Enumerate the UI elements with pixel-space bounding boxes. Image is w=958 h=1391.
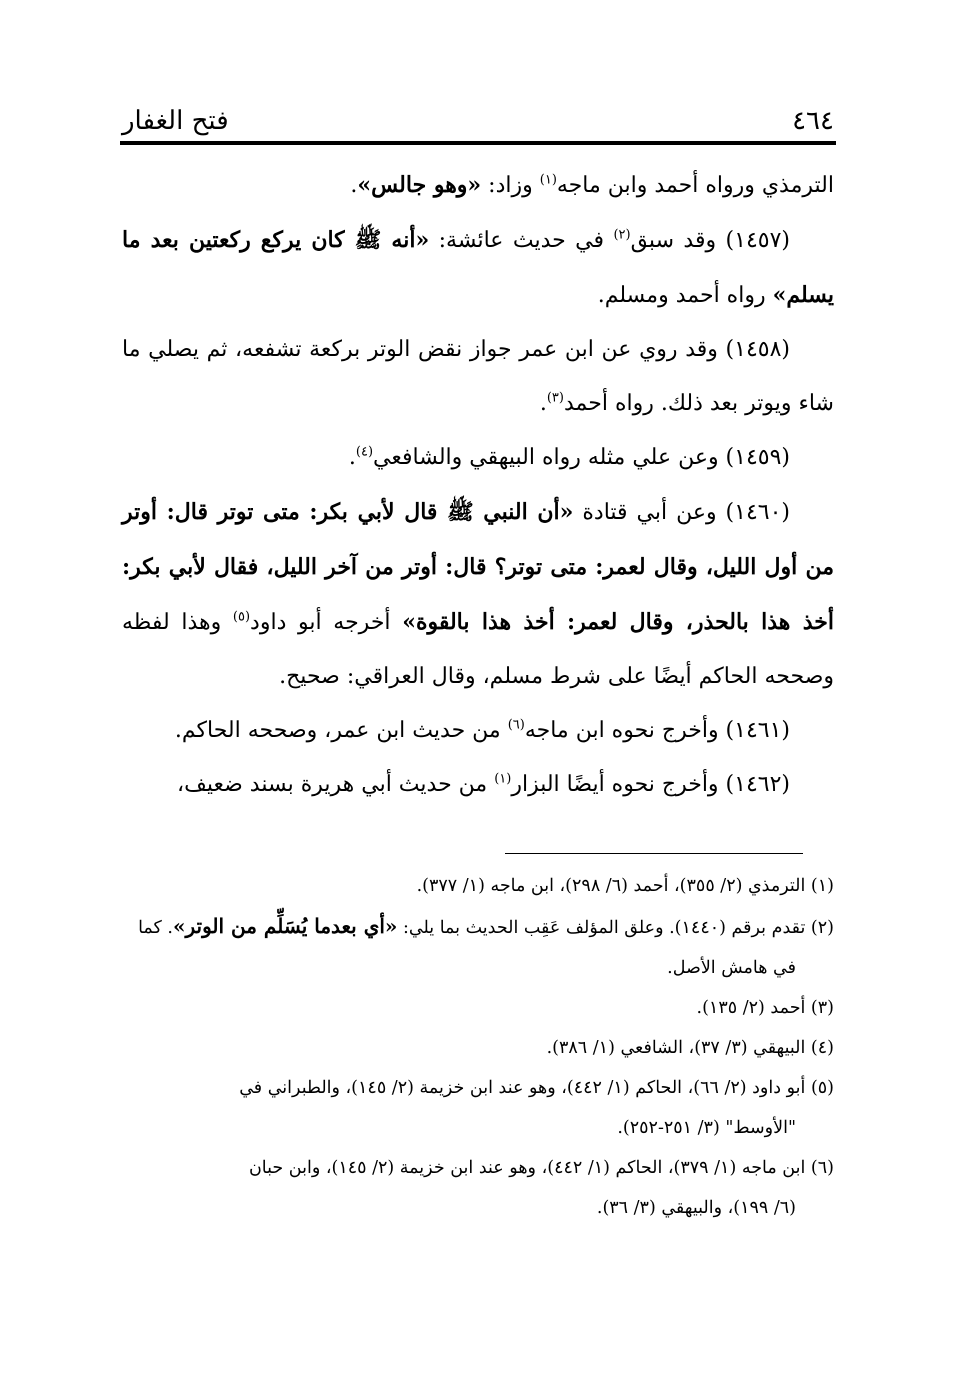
text-run: (١٤٦١) وأخرج نحوه ابن ماجه [524,718,790,743]
text-run: . [348,445,356,470]
quoted-hadith: «أنه ﷺ كان يركع ركعتين بعد ما يسلم» [122,227,834,308]
text-run: (١٤٥٩) وعن علي مثله رواه البيهقي والشافعي [373,445,790,470]
main-text [122,158,834,812]
footnote-ref: (١) [539,172,557,188]
footnote-separator [505,853,803,854]
text-run: من حديث أبي هريرة بسند ضعيف، [176,772,495,797]
footnote-6-continuation: (٦/ ١٩٩)، والبيهقي (٣/ ٣٦). [596,1198,796,1218]
footnote-2-continuation: في هامش الأصل. [667,958,796,978]
footnote-6: (٦) ابن ماجه (١/ ٣٧٩)، الحاكم (١/ ٤٤٢)، وهو عند ابن خزيمة (٢/ ١٤٥)، وابن حبان [248,1158,834,1178]
text-run: (١٤٥٨) وقد روي عن ابن عمر جواز نقض الوتر بركعة تشفعه، ثم يصلي ما شاء ويوتر بعد ذلك. رواه أحمد [122,337,834,416]
paragraph-1457 [122,213,834,323]
page-header [122,92,834,136]
text-run: رواه أحمد ومسلم. [597,283,773,308]
footnote-5-continuation: "الأوسط" (٣/ ٢٥١-٢٥٢). [617,1118,796,1138]
footnote-ref: (١) [494,771,512,787]
paragraph-1458 [122,323,834,431]
text-run: من حديث ابن عمر، وصححه الحاكم. [174,718,508,743]
text-run: وزاد: [481,173,540,198]
paragraph-1461 [122,704,834,758]
footnote-ref: (٤) [355,444,374,460]
paragraph-1460 [122,485,834,704]
paragraph-continuation [122,158,834,213]
text-run: الترمذي ورواه أحمد وابن ماجه [556,173,834,198]
text-run: (٢) تقدم برقم (١٤٤٠). وعلق المؤلف عَقِب الحديث بما يلي: [397,918,834,938]
footnote-5: (٥) أبو داود (٢/ ٦٦)، الحاكم (١/ ٤٤٢)، وهو عند ابن خزيمة (٢/ ١٤٥)، والطبراني في [239,1078,834,1098]
footnote-ref: (٣) [546,390,564,406]
header-rule [120,141,836,145]
paragraph-1459 [122,431,834,485]
text-run: (١٤٥٧) وقد سبق [630,228,790,253]
footnote-4: (٤) البيهقي (٣/ ٣٧)، الشافعي (١/ ٣٨٦). [546,1038,834,1058]
book-title: فتح الغفار [122,106,229,136]
quoted-hadith: «أن النبي ﷺ قال لأبي بكر: متى توتر قال: أوتر من أول الليل، وقال لعمر: متى توتر؟ قال: أوتر من آخر الليل، فقال لأبي بكر: أخذ هذا بالحذر، وقال لعمر: أخذ هذا بالقوة» [122,499,834,635]
text-run: وهذا لفظه وصححه الحاكم أيضًا على شرط مسلم، وقال العراقي: صحيح. [122,610,834,689]
text-run: في حديث عائشة: [429,228,614,253]
text-run: . [350,173,358,198]
text-run: (١٤٦٠) وعن أبي قتادة [573,500,790,525]
footnote-1: (١) الترمذي (٢/ ٣٥٥)، أحمد (٦/ ٢٩٨)، ابن ماجه (١/ ٣٧٧). [416,876,834,896]
footnote-2 [122,906,834,948]
footnotes [122,866,834,1228]
page-number: ٤٦٤ [792,106,834,136]
footnote-3: (٣) أحمد (٢/ ١٣٥). [696,998,834,1018]
footnote-ref: (٢) [613,227,631,243]
text-run: . كما [138,918,173,938]
footnote-ref: (٦) [507,717,525,733]
paragraph-1462 [122,758,834,812]
text-run: . [539,391,547,416]
quoted-text: «أي بعدما يُسَلِّم من الوتر» [172,914,398,938]
text-run: (١٤٦٢) وأخرج نحوه أيضًا البزار [511,772,790,797]
text-run: أخرجه أبو داود [250,610,403,635]
footnote-ref: (٥) [232,609,251,625]
quoted-hadith: «وهو جالس» [357,172,482,198]
